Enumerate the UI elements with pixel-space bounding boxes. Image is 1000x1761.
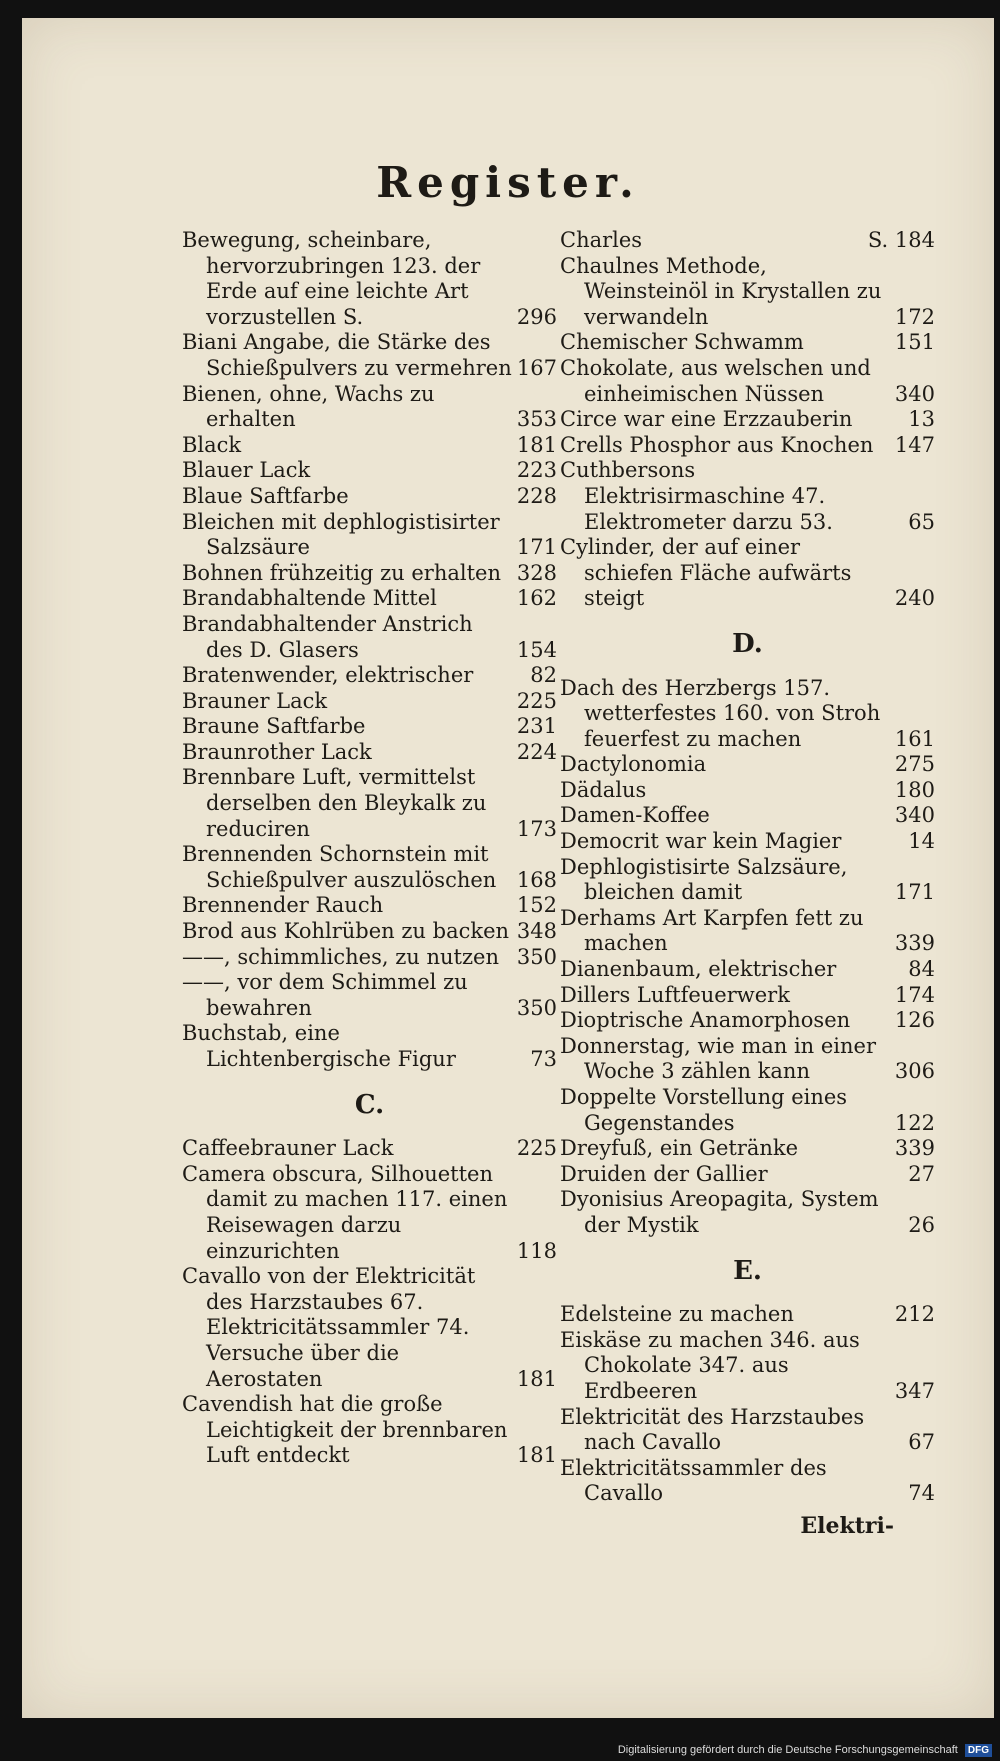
entry-page-number: 340 [894, 381, 935, 406]
entry-page-number: 162 [516, 586, 557, 611]
entry-term: Caffeebrauner Lack [182, 1136, 394, 1161]
entry-term: ——, vor dem Schimmel zu bewahren [182, 970, 468, 1020]
entry-page-number: 13 [908, 407, 935, 432]
entry-term: Chemischer Schwamm [560, 330, 804, 355]
entry-term: Black [182, 432, 242, 457]
entry-page-number: S. 184 [867, 228, 935, 252]
entry-page-number: 350 [516, 944, 557, 969]
entry-page-number: 348 [516, 919, 557, 944]
index-entry [182, 1162, 557, 1264]
index-entry [182, 433, 557, 459]
entry-term: Buchstab, eine Lichtenbergische Figur [182, 1021, 456, 1071]
entry-page-number: 74 [908, 1481, 935, 1506]
index-entry [560, 1034, 935, 1085]
footer-text: Digitalisierung gefördert durch die Deutsche Forschungsgemeinschaft [617, 1744, 958, 1756]
index-entry [182, 458, 557, 484]
index-entry [560, 1456, 935, 1507]
index-entry [182, 945, 557, 971]
entry-term: Charles [560, 228, 643, 252]
index-entry [182, 689, 557, 715]
entry-term: Dyonisius Areopagita, System der Mystik [560, 1187, 879, 1237]
entry-term: Brandabhaltende Mittel [182, 586, 437, 611]
entry-term: Dillers Luftfeuerwerk [560, 982, 790, 1007]
page-title: Register. [376, 158, 640, 207]
index-entry [182, 484, 557, 510]
index-entry [560, 1328, 935, 1405]
entry-page-number: 180 [894, 777, 935, 802]
entry-term: Bohnen frühzeitig zu erhalten [182, 560, 501, 585]
index-entry [560, 957, 935, 983]
index-entry [560, 1405, 935, 1456]
entry-page-number: 328 [516, 560, 557, 585]
entry-term: Chokolate, aus welschen und einheimischen Nüssen [560, 355, 871, 406]
entry-page-number: 27 [908, 1161, 935, 1186]
entry-page-number: 231 [516, 714, 557, 739]
index-entry [182, 893, 557, 919]
footer-credit [618, 1744, 992, 1757]
index-entry [182, 740, 557, 766]
entry-page-number: 181 [516, 432, 557, 457]
index-entry [182, 663, 557, 689]
entry-term: Brandabhaltender Anstrich des D. Glasers [182, 611, 473, 662]
entry-page-number: 118 [516, 1238, 557, 1263]
entry-term: Bienen, ohne, Wachs zu erhalten [182, 381, 435, 432]
index-entry [560, 1085, 935, 1136]
entry-term: Cylinder, der auf einer schiefen Fläche aufwärts steigt [560, 535, 852, 611]
entry-term: Brauner Lack [182, 688, 328, 713]
entry-page-number: 26 [908, 1212, 935, 1237]
index-entry [560, 803, 935, 829]
entry-page-number: 350 [516, 995, 557, 1020]
entry-page-number: 14 [908, 829, 935, 854]
entry-page-number: 84 [908, 957, 935, 982]
entry-term: Dianenbaum, elektrischer [560, 957, 837, 982]
entry-term: Elektricität des Harzstaubes nach Cavallo [560, 1404, 865, 1455]
entry-page-number: 240 [894, 586, 935, 611]
index-entry [182, 842, 557, 893]
entry-page-number: 151 [894, 330, 935, 355]
index-entry [560, 1187, 935, 1238]
entry-page-number: 167 [516, 355, 557, 380]
entry-page-number: 339 [894, 1136, 935, 1161]
section-heading: C. [354, 1089, 385, 1120]
entry-term: Bleichen mit dephlogistisirter Salzsäure [182, 509, 500, 560]
entry-term: Cavallo von der Elektricität des Harzstaubes 67. Elektricitätssammler 74. Versuche über die Aerostaten [182, 1264, 476, 1391]
entry-page-number: 353 [516, 407, 557, 432]
entry-page-number: 225 [516, 688, 557, 713]
entry-page-number: 171 [516, 535, 557, 560]
entry-page-number: 223 [516, 458, 557, 483]
index-entry [560, 1008, 935, 1034]
entry-page-number: 296 [516, 304, 557, 329]
index-entry [560, 356, 935, 407]
entry-term: Damen-Koffee [560, 803, 710, 828]
entry-term: Braunrother Lack [182, 739, 372, 764]
entry-page-number: 224 [516, 739, 557, 764]
entry-term: Dephlogistisirte Salzsäure, bleichen damit [560, 854, 848, 905]
index-entry [560, 829, 935, 855]
entry-page-number: 65 [908, 509, 935, 534]
entry-page-number: 126 [894, 1008, 935, 1033]
entry-page-number: 306 [894, 1059, 935, 1084]
entry-page-number: 171 [894, 880, 935, 905]
entry-term: Braune Saftfarbe [182, 714, 366, 739]
entry-page-number: 181 [516, 1366, 557, 1391]
entry-term: Bewegung, scheinbare, hervorzubringen 123. der Erde auf eine leichte Art vorzustellen S. [182, 228, 481, 329]
entry-term: Camera obscura, Silhouetten damit zu machen 117. einen Reisewagen darzu einzurichten [182, 1161, 508, 1263]
book-page [22, 18, 994, 1718]
entry-term: Blauer Lack [182, 458, 311, 483]
entry-page-number: 275 [894, 752, 935, 777]
entry-term: Edelsteine zu machen [560, 1302, 794, 1327]
entry-page-number: 173 [516, 816, 557, 841]
entry-term: Donnerstag, wie man in einer Woche 3 zählen kann [560, 1033, 877, 1084]
index-entry [182, 919, 557, 945]
entry-page-number: 82 [530, 663, 557, 688]
entry-term: Dreyfuß, ein Getränke [560, 1136, 799, 1161]
index-column-left [182, 228, 557, 1469]
index-entry [182, 1021, 557, 1072]
entry-term: ——, schimmliches, zu nutzen [182, 944, 499, 969]
index-entry [182, 586, 557, 612]
entry-term: Elektricitätssammler des Cavallo [560, 1455, 827, 1506]
index-entry [560, 983, 935, 1009]
index-entry [560, 906, 935, 957]
entry-page-number: 122 [894, 1110, 935, 1135]
entry-page-number: 161 [894, 726, 935, 751]
entry-page-number: 212 [894, 1302, 935, 1327]
index-entry [560, 1162, 935, 1188]
catchword: Elektri- [800, 1513, 894, 1539]
section-heading: E. [733, 1255, 762, 1286]
index-entry [182, 1392, 557, 1469]
entry-term: Doppelte Vorstellung eines Gegenstandes [560, 1085, 848, 1135]
index-entry [560, 330, 935, 356]
index-entry [182, 382, 557, 433]
index-entry [560, 433, 935, 459]
index-entry [560, 407, 935, 433]
entry-page-number: 225 [516, 1136, 557, 1161]
entry-term: Chaulnes Methode, Weinsteinöl in Krystallen zu verwandeln [560, 253, 882, 329]
index-entry [560, 778, 935, 804]
entry-page-number: 228 [516, 483, 557, 508]
index-entry [182, 765, 557, 842]
entry-page-number: 73 [530, 1047, 557, 1071]
index-entry [560, 254, 935, 331]
index-entry [560, 855, 935, 906]
index-entry [182, 714, 557, 740]
entry-page-number: 172 [894, 304, 935, 329]
entry-term: Brennbare Luft, vermittelst derselben den Bleykalk zu reduciren [182, 765, 487, 841]
entry-term: Dactylonomia [560, 752, 707, 777]
entry-page-number: 181 [516, 1443, 557, 1468]
entry-term: Bratenwender, elektrischer [182, 663, 474, 688]
entry-term: Democrit war kein Magier [560, 829, 842, 854]
entry-term: Brennender Rauch [182, 893, 384, 918]
entry-page-number: 168 [516, 867, 557, 892]
entry-term: Cavendish hat die große Leichtigkeit der brennbaren Luft entdeckt [182, 1392, 508, 1468]
index-entry [560, 676, 935, 753]
index-entry [182, 1264, 557, 1392]
entry-term: Dach des Herzbergs 157. wetterfestes 160. von Stroh feuerfest zu machen [560, 675, 881, 751]
index-entry [560, 1302, 935, 1328]
index-entry [182, 330, 557, 381]
entry-term: Druiden der Gallier [560, 1161, 768, 1186]
entry-term: Dädalus [560, 777, 647, 802]
entry-page-number: 152 [516, 893, 557, 918]
index-column-right [560, 228, 935, 1507]
entry-page-number: 174 [894, 982, 935, 1007]
section-heading: D. [732, 628, 763, 659]
index-entry [560, 1136, 935, 1162]
entry-term: Crells Phosphor aus Knochen [560, 432, 874, 457]
index-entry [560, 535, 935, 612]
dfg-logo: DFG [965, 1744, 992, 1757]
index-entry [182, 1136, 557, 1162]
entry-page-number: 67 [908, 1430, 935, 1455]
index-entry [560, 752, 935, 778]
entry-term: Derhams Art Karpfen fett zu machen [560, 905, 864, 956]
entry-page-number: 347 [894, 1378, 935, 1403]
entry-page-number: 339 [894, 931, 935, 956]
index-entry [182, 970, 557, 1021]
entry-term: Biani Angabe, die Stärke des Schießpulvers zu vermehren [182, 330, 512, 380]
entry-term: Eiskäse zu machen 346. aus Chokolate 347. aus Erdbeeren [560, 1327, 860, 1403]
index-entry [182, 612, 557, 663]
index-entry [560, 458, 935, 535]
index-entry [560, 228, 935, 254]
index-entry [182, 561, 557, 587]
entry-page-number: 340 [894, 803, 935, 828]
entry-term: Brod aus Kohlrüben zu backen [182, 919, 510, 944]
entry-term: Circe war eine Erzzauberin [560, 407, 853, 432]
entry-page-number: 147 [894, 432, 935, 457]
entry-term: Dioptrische Anamorphosen [560, 1008, 851, 1033]
index-entry [182, 510, 557, 561]
entry-term: Brennenden Schornstein mit Schießpulver auszulöschen [182, 842, 497, 892]
entry-term: Blaue Saftfarbe [182, 483, 349, 508]
entry-term: Cuthbersons Elektrisirmaschine 47. Elektrometer darzu 53. [560, 458, 833, 534]
index-entry [182, 228, 557, 330]
entry-page-number: 154 [516, 637, 557, 662]
